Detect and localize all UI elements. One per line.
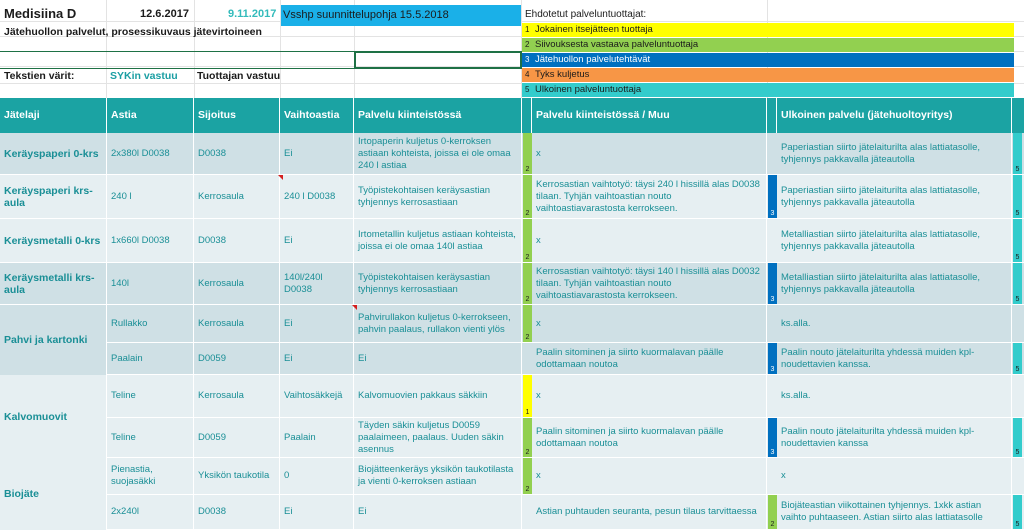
column-header-mark — [767, 98, 777, 133]
provider-responsibility-label: Tuottajan vastuu — [197, 70, 281, 82]
syk-responsibility-label: SYKin vastuu — [110, 70, 178, 82]
cell-sijoitus[interactable]: D0038 — [194, 219, 280, 262]
cell-ulkoinen[interactable]: Paperiastian siirto jätelaiturilta alas lattiatasolle, tyhjennys pakkavalla jäteautolla — [777, 133, 1012, 174]
document-subtitle: Jätehuollon palvelut, prosessikuvaus jätevirtoineen — [4, 26, 262, 38]
column-header-palvelu-muu[interactable]: Palvelu kiinteistössä / Muu — [532, 98, 767, 133]
cell-vaihtoastia[interactable]: Paalain — [280, 418, 354, 457]
cell-palvelu-muu[interactable]: x — [532, 219, 767, 262]
provider-marker: 2 — [523, 458, 532, 494]
cell-jatelaji[interactable]: Keräysmetalli krs-aula — [0, 263, 107, 304]
cell-palvelu-muu[interactable]: x — [532, 305, 767, 342]
cell-astia[interactable]: 2x380l D0038 — [107, 133, 194, 174]
provider-marker: 5 — [1013, 219, 1022, 262]
provider-marker: 3 — [768, 343, 777, 374]
column-header-palvelu[interactable]: Palvelu kiinteistössä — [354, 98, 522, 133]
cell-vaihtoastia[interactable]: 240 l D0038 — [280, 175, 354, 218]
cell-jatelaji[interactable]: Biojäte — [0, 458, 107, 530]
cell-sijoitus[interactable]: Kerrosaula — [194, 175, 280, 218]
cell-vaihtoastia[interactable]: 0 — [280, 458, 354, 494]
cell-sijoitus[interactable]: Kerrosaula — [194, 263, 280, 304]
legend-title: Ehdotetut palveluntuottajat: — [525, 9, 647, 20]
cell-palvelu[interactable]: Kalvomuovien pakkaus säkkiin — [354, 375, 522, 417]
provider-marker: 2 — [523, 305, 532, 342]
table-row[interactable] — [0, 133, 1024, 175]
cell-astia[interactable]: Teline — [107, 375, 194, 417]
provider-marker — [768, 133, 777, 174]
provider-marker: 3 — [768, 418, 777, 457]
provider-marker: 5 — [1013, 343, 1022, 374]
cell-palvelu-muu[interactable]: Kerrosastian vaihtotyö: täysi 240 l hissillä alas D0038 tilaan. Tyhjän vaihtoastian nouto vaihtoastiavarastosta kerrokseen. — [532, 175, 767, 218]
legend-item-4: 4 Tyks kuljetus — [522, 68, 1014, 82]
cell-ulkoinen[interactable]: Paalin nouto jätelaiturilta yhdessä muiden kpl-noudettavien kanssa. — [777, 343, 1012, 374]
provider-marker: 2 — [523, 219, 532, 262]
column-header-ulkoinen[interactable]: Ulkoinen palvelu (jätehuoltoyritys) — [777, 98, 1012, 133]
table-row[interactable] — [0, 263, 1024, 305]
provider-marker: 3 — [768, 175, 777, 218]
date-updated: 9.11.2017 — [228, 8, 277, 20]
provider-marker: 2 — [523, 175, 532, 218]
table-row[interactable] — [0, 175, 1024, 219]
provider-marker: 5 — [1013, 263, 1022, 304]
cell-vaihtoastia[interactable]: Ei — [280, 495, 354, 529]
column-header-astia[interactable]: Astia — [107, 98, 194, 133]
cell-sijoitus[interactable]: Yksikön taukotila — [194, 458, 280, 494]
column-header-sijoitus[interactable]: Sijoitus — [194, 98, 280, 133]
cell-palvelu[interactable]: Työpistekohtaisen keräysastian tyhjennys kerrosastiaan — [354, 263, 522, 304]
cell-astia[interactable]: Paalain — [107, 343, 194, 374]
cell-jatelaji[interactable]: Kalvomuovit — [0, 375, 107, 458]
table-row[interactable] — [0, 458, 1024, 500]
cell-ulkoinen[interactable]: Metalliastian siirto jätelaiturilta alas lattiatasolle, tyhjennys pakkavalla jäteautolla — [777, 219, 1012, 262]
cell-palvelu-muu[interactable]: x — [532, 375, 767, 417]
cell-astia[interactable]: Teline — [107, 418, 194, 457]
cell-palvelu-muu[interactable]: Paalin sitominen ja siirto kuormalavan päälle odottamaan noutoa — [532, 418, 767, 457]
cell-palvelu-muu[interactable]: Paalin sitominen ja siirto kuormalavan päälle odottamaan noutoa — [532, 343, 767, 374]
text-colors-label: Tekstien värit: — [4, 70, 75, 82]
cell-palvelu-muu[interactable]: Astian puhtauden seuranta, pesun tilaus tarvittaessa — [532, 495, 767, 529]
provider-marker: 3 — [768, 263, 777, 304]
cell-astia[interactable]: 2x240l — [107, 495, 194, 529]
provider-marker — [1013, 375, 1022, 417]
cell-sijoitus[interactable]: Kerrosaula — [194, 305, 280, 342]
cell-vaihtoastia[interactable]: Ei — [280, 219, 354, 262]
legend-item-3: 3 Jätehuollon palvelutehtävät — [522, 53, 1014, 67]
provider-marker: 2 — [523, 133, 532, 174]
cell-palvelu-muu[interactable]: Kerrosastian vaihtotyö: täysi 140 l hissillä alas D0032 tilaan. Tyhjän vaihtoastian nouto vaihtoastiavarastosta kerrokseen. — [532, 263, 767, 304]
cell-palvelu[interactable]: Irtometallin kuljetus astiaan kohteista, joissa ei ole omaa 140l astiaa — [354, 219, 522, 262]
table-row[interactable] — [0, 219, 1024, 263]
cell-ulkoinen[interactable]: Paalin nouto jätelaiturilta yhdessä muiden kpl-noudettavien kanssa — [777, 418, 1012, 457]
column-header-jatelaji[interactable]: Jätelaji — [0, 98, 107, 133]
cell-sijoitus[interactable]: D0059 — [194, 418, 280, 457]
table-row[interactable] — [0, 418, 1024, 458]
provider-marker: 5 — [1013, 133, 1022, 174]
cell-vaihtoastia[interactable]: Ei — [280, 305, 354, 342]
table-row[interactable] — [0, 343, 1024, 375]
provider-marker — [768, 375, 777, 417]
provider-marker — [523, 343, 532, 374]
cell-astia[interactable]: 240 l — [107, 175, 194, 218]
cell-jatelaji[interactable]: Pahvi ja kartonki — [0, 305, 107, 375]
cell-astia[interactable]: Rullakko — [107, 305, 194, 342]
provider-marker — [1013, 305, 1022, 342]
provider-marker: 2 — [523, 263, 532, 304]
date-created: 12.6.2017 — [140, 8, 189, 20]
cell-palvelu[interactable]: Työpistekohtaisen keräysastian tyhjennys kerrosastiaan — [354, 175, 522, 218]
cell-jatelaji[interactable]: Keräyspaperi 0-krs — [0, 133, 107, 174]
provider-marker — [1013, 458, 1022, 494]
provider-marker: 5 — [1013, 495, 1022, 529]
table-row[interactable] — [0, 305, 1024, 346]
provider-marker — [523, 495, 532, 529]
comment-indicator[interactable] — [278, 175, 283, 180]
cell-palvelu[interactable]: Täyden säkin kuljetus D0059 paalaimeen, paalaus. Uuden säkin asennus — [354, 418, 522, 457]
cell-palvelu-muu[interactable]: x — [532, 133, 767, 174]
cell-palvelu[interactable]: Biojätteenkeräys yksikön taukotilasta ja vienti 0-kerroksen astiaan — [354, 458, 522, 494]
comment-indicator[interactable] — [352, 305, 357, 310]
cell-palvelu-muu[interactable]: x — [532, 458, 767, 494]
legend-item-1: 1 Jokainen itsejätteen tuottaja — [522, 23, 1014, 37]
legend-item-5: 5 Ulkoinen palveluntuottaja — [522, 83, 1014, 97]
document-title: Medisiina D — [4, 6, 77, 21]
provider-marker — [768, 305, 777, 342]
cell-palvelu[interactable]: Pahvirullakon kuljetus 0-kerrokseen, pahvin paalaus, rullakon vienti ylös — [354, 305, 522, 342]
cell-jatelaji[interactable]: Keräyspaperi krs-aula — [0, 175, 107, 218]
provider-marker: 2 — [768, 495, 777, 529]
provider-marker: 5 — [1013, 175, 1022, 218]
column-header-mark — [522, 98, 532, 133]
selected-cell[interactable] — [354, 51, 522, 69]
table-row[interactable] — [0, 495, 1024, 530]
column-header-vaihtoastia[interactable]: Vaihtoastia — [280, 98, 354, 133]
provider-marker: 5 — [1013, 418, 1022, 457]
provider-marker: 1 — [523, 375, 532, 417]
cell-palvelu[interactable]: Ei — [354, 495, 522, 529]
table-row[interactable] — [0, 375, 1024, 423]
cell-palvelu[interactable]: Ei — [354, 343, 522, 374]
selected-row-outline — [0, 51, 354, 69]
cell-vaihtoastia[interactable]: Ei — [280, 343, 354, 374]
cell-vaihtoastia[interactable]: Ei — [280, 133, 354, 174]
template-cell[interactable]: Vsshp suunnittelupohja 15.5.2018 — [281, 5, 521, 26]
cell-ulkoinen[interactable]: Paperiastian siirto jätelaiturilta alas lattiatasolle, tyhjennys pakkavalla jäteautolla — [777, 175, 1012, 218]
cell-ulkoinen[interactable]: ks.alla. — [777, 305, 1012, 342]
cell-jatelaji[interactable]: Keräysmetalli 0-krs — [0, 219, 107, 262]
cell-sijoitus[interactable]: Kerrosaula — [194, 375, 280, 417]
provider-marker — [768, 458, 777, 494]
cell-astia[interactable]: Pienastia, suojasäkki — [107, 458, 194, 494]
cell-sijoitus[interactable]: D0059 — [194, 343, 280, 374]
cell-astia[interactable]: 140l — [107, 263, 194, 304]
cell-ulkoinen[interactable]: Biojäteastian viikottainen tyhjennys. 1xkk astian vaihto puhtaaseen. Astian siirto alas lattiatasolle — [777, 495, 1012, 529]
legend-item-2: 2 Siivouksesta vastaava palveluntuottaja — [522, 38, 1014, 52]
provider-marker — [768, 219, 777, 262]
provider-marker: 2 — [523, 418, 532, 457]
cell-sijoitus[interactable]: D0038 — [194, 495, 280, 529]
cell-ulkoinen[interactable]: ks.alla. — [777, 375, 1012, 417]
cell-sijoitus[interactable]: D0038 — [194, 133, 280, 174]
cell-vaihtoastia[interactable]: 140l/240l D0038 — [280, 263, 354, 304]
cell-vaihtoastia[interactable]: Vaihtosäkkejä — [280, 375, 354, 417]
cell-palvelu[interactable]: Irtopaperin kuljetus 0-kerroksen astiaan kohteista, joissa ei ole omaa 240 l astiaa — [354, 133, 522, 174]
cell-ulkoinen[interactable]: x — [777, 458, 1012, 494]
cell-astia[interactable]: 1x660l D0038 — [107, 219, 194, 262]
cell-ulkoinen[interactable]: Metalliastian siirto jätelaiturilta alas lattiatasolle, tyhjennys pakkavalla jäteautolla — [777, 263, 1012, 304]
